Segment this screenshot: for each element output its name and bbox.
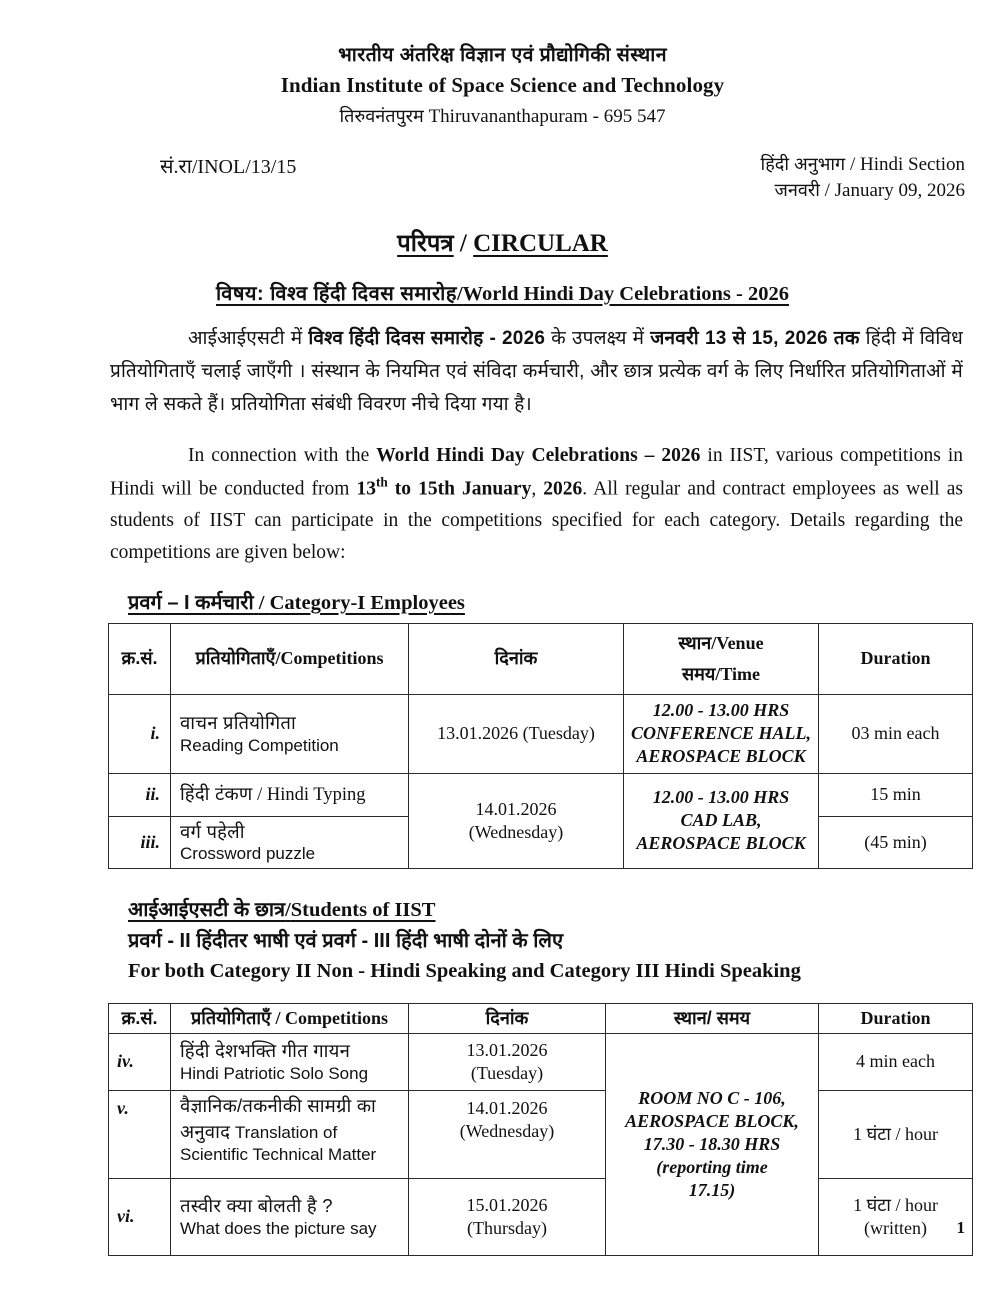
month-hindi: जनवरी bbox=[774, 179, 820, 200]
row-duration: 1 घंटा / hour bbox=[819, 1090, 973, 1178]
row-sno: vi. bbox=[109, 1178, 171, 1255]
category1-heading bbox=[0, 588, 1005, 615]
row-sno: v. bbox=[109, 1090, 171, 1178]
row-date: 14.01.2026 (Wednesday) bbox=[409, 1090, 606, 1178]
subject-line bbox=[0, 279, 1005, 306]
title-separator: / bbox=[459, 229, 467, 257]
para-hi-seg3: हिंदी में विविध प्रतियोगिताएँ चलाई जाएँगी । संस्थान के नियमित एवं संविदा कर्मचारी, और छात्र प्रत्येक वर्ग के लिए निर्धारित प्रतियोगिताओं में भाग ले सकते हैं। प्रतियोगिता संबंधी विवरण नीचे दिया गया है। bbox=[110, 327, 963, 416]
section-separator: / bbox=[849, 154, 856, 176]
row-date: 13.01.2026 (Tuesday) bbox=[409, 1033, 606, 1090]
table-row bbox=[109, 1033, 973, 1090]
row-venue: 12.00 - 13.00 HRS CONFERENCE HALL, AEROSPACE BLOCK bbox=[624, 694, 819, 773]
students-subheading-hindi: प्रवर्ग - II हिंदीतर भाषी एवं प्रवर्ग - III हिंदी भाषी दोनों के लिए bbox=[128, 929, 564, 952]
category1-table bbox=[108, 623, 973, 869]
table-row bbox=[109, 1178, 973, 1255]
page-number: 1 bbox=[956, 1218, 965, 1237]
paragraph-english bbox=[110, 440, 963, 568]
subject-hindi: विषय: विश्व हिंदी दिवस समारोह bbox=[216, 282, 457, 305]
para-hi-bold1: विश्व हिंदी दिवस समारोह - 2026 bbox=[308, 327, 546, 349]
row-competition: तस्वीर क्या बोलती है ? What does the picture say bbox=[171, 1178, 409, 1255]
row-date: 13.01.2026 (Tuesday) bbox=[409, 694, 624, 773]
header-sno: क्र.सं. bbox=[109, 623, 171, 694]
paragraph-hindi bbox=[110, 322, 963, 422]
para-en-bold1: World Hindi Day Celebrations – 2026 bbox=[376, 445, 701, 467]
row-sno: iii. bbox=[109, 816, 171, 868]
para-en-seg3: , bbox=[531, 478, 544, 500]
row-sno: i. bbox=[109, 694, 171, 773]
header-venue-time: स्थान/Venue समय/Time bbox=[624, 623, 819, 694]
category1-heading-separator: / bbox=[258, 591, 265, 614]
institute-name-hindi: भारतीय अंतरिक्ष विज्ञान एवं प्रौद्योगिकी संस्थान bbox=[338, 44, 667, 66]
date-separator: / bbox=[824, 179, 830, 201]
row-competition: हिंदी टंकण / Hindi Typing bbox=[171, 773, 409, 816]
row-duration: 1 घंटा / hour (written) bbox=[819, 1178, 973, 1255]
students-heading bbox=[0, 895, 1005, 987]
row-date: 14.01.2026 (Wednesday) bbox=[409, 773, 624, 868]
students-heading-english: Students of IIST bbox=[290, 899, 436, 922]
header-duration: Duration bbox=[819, 623, 973, 694]
title-english: CIRCULAR bbox=[473, 229, 608, 257]
subject-separator: / bbox=[456, 282, 463, 305]
row-sno: iv. bbox=[109, 1033, 171, 1090]
para-en-seg1: In connection with the bbox=[188, 445, 377, 467]
students-heading-separator: / bbox=[285, 899, 291, 922]
table-row bbox=[109, 694, 973, 773]
section-label-hindi: हिंदी अनुभाग bbox=[760, 154, 846, 175]
row-competition: वाचन प्रतियोगिता Reading Competition bbox=[171, 694, 409, 773]
para-hi-seg1: आईआईएसटी में bbox=[188, 327, 309, 349]
para-en-bold3: to 15th January bbox=[387, 478, 532, 500]
document-title bbox=[0, 226, 1005, 259]
category1-heading-hindi: प्रवर्ग – I कर्मचारी bbox=[128, 591, 254, 614]
letterhead bbox=[0, 0, 1005, 130]
hindi-section-line bbox=[761, 152, 965, 178]
date-line bbox=[761, 178, 965, 204]
students-heading-hindi: आईआईएसटी के छात्र bbox=[128, 899, 286, 922]
city-hindi: तिरुवनंतपुरम bbox=[339, 105, 424, 126]
students-subheading-english: For both Category II Non - Hindi Speaking and Category III Hindi Speaking bbox=[128, 959, 801, 982]
section-date-block bbox=[761, 152, 965, 203]
para-hi-bold2: जनवरी 13 से 15, 2026 तक bbox=[650, 327, 860, 349]
title-hindi: परिपत्र bbox=[397, 229, 454, 257]
para-en-seg4: . All regular and contract employees as well as students of IIST can participate in the competitions specified for each category. Details regarding the competitions are given below: bbox=[110, 478, 963, 563]
para-en-bold2-sup: th bbox=[375, 474, 388, 490]
category1-heading-english: Category-I Employees bbox=[269, 591, 465, 614]
subject-english: World Hindi Day Celebrations - 2026 bbox=[462, 282, 789, 305]
table-header-row bbox=[109, 623, 973, 694]
row-duration: 4 min each bbox=[819, 1033, 973, 1090]
header-venue: स्थान/ समय bbox=[606, 1003, 819, 1033]
header-sno: क्र.सं. bbox=[109, 1003, 171, 1033]
row-sno: ii. bbox=[109, 773, 171, 816]
row-duration: 15 min bbox=[819, 773, 973, 816]
para-en-bold2: 13 bbox=[356, 478, 376, 500]
row-date: 15.01.2026 (Thursday) bbox=[409, 1178, 606, 1255]
para-en-seg2: in IIST, various competitions in Hindi will be conducted from bbox=[110, 445, 963, 500]
students-heading-line bbox=[128, 895, 963, 926]
header-date: दिनांक bbox=[409, 623, 624, 694]
reference-number: सं.रा/INOL/13/15 bbox=[160, 156, 297, 179]
row-duration: 03 min each bbox=[819, 694, 973, 773]
category1-table-wrapper bbox=[0, 623, 1005, 869]
section-label-english: Hindi Section bbox=[859, 154, 965, 176]
row-duration: (45 min) bbox=[819, 816, 973, 868]
table-header-row bbox=[109, 1003, 973, 1033]
table-row bbox=[109, 1090, 973, 1178]
para-hi-seg2: के उपलक्ष्य में bbox=[545, 327, 651, 349]
body-content bbox=[0, 322, 1005, 569]
date-english: January 09, 2026 bbox=[834, 179, 965, 201]
venue-merged-cell: ROOM NO C - 106, AEROSPACE BLOCK, 17.30 - 18.30 HRS (reporting time 17.15) bbox=[606, 1033, 819, 1255]
row-venue: 12.00 - 13.00 HRS CAD LAB, AEROSPACE BLOCK bbox=[624, 773, 819, 868]
header-competitions: प्रतियोगिताएँ / Competitions bbox=[171, 1003, 409, 1033]
students-table-wrapper bbox=[0, 1003, 1005, 1256]
header-date: दिनांक bbox=[409, 1003, 606, 1033]
header-competitions: प्रतियोगिताएँ/Competitions bbox=[171, 623, 409, 694]
institute-name-english: Indian Institute of Space Science and Technology bbox=[280, 73, 725, 98]
para-en-bold4: 2026 bbox=[543, 478, 583, 500]
city-english: Thiruvananthapuram - 695 547 bbox=[428, 105, 666, 127]
students-table bbox=[108, 1003, 973, 1256]
row-competition: वैज्ञानिक/तकनीकी सामग्री का अनुवाद Translation of Scientific Technical Matter bbox=[171, 1090, 409, 1178]
row-competition: वर्ग पहेली Crossword puzzle bbox=[171, 816, 409, 868]
row-competition: हिंदी देशभक्ति गीत गायन Hindi Patriotic Solo Song bbox=[171, 1033, 409, 1090]
reference-row bbox=[0, 130, 1005, 203]
header-duration: Duration bbox=[819, 1003, 973, 1033]
table-row bbox=[109, 773, 973, 816]
institute-city bbox=[0, 103, 1005, 131]
